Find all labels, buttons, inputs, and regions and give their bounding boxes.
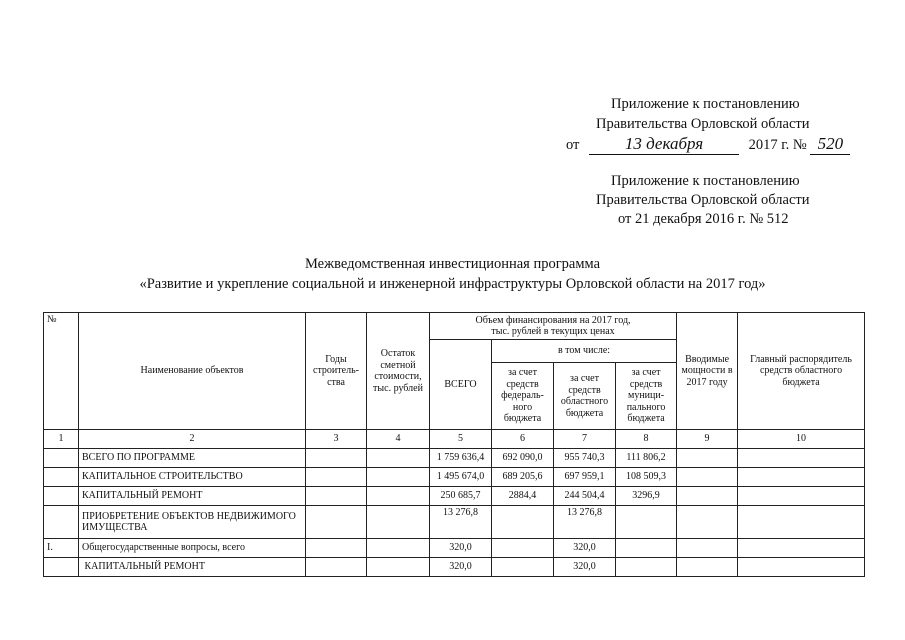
row-num: [44, 468, 79, 487]
row-manager: [738, 468, 865, 487]
col-number-5: 5: [430, 430, 492, 449]
header-funding-line1: Объем финансирования на 2017 год,: [475, 314, 631, 326]
header-years: Годы строитель-ства: [306, 313, 367, 430]
date-prefix: от: [566, 137, 580, 153]
date-year: 2017 г.: [748, 137, 790, 153]
row-name: КАПИТАЛЬНОЕ СТРОИТЕЛЬСТВО: [79, 468, 306, 487]
row-years: [306, 506, 367, 539]
row-manager: [738, 539, 865, 558]
col-number-3: 3: [306, 430, 367, 449]
appendix-new-line1: Приложение к постановлению: [611, 96, 800, 112]
row-years: [306, 449, 367, 468]
col-number-9: 9: [677, 430, 738, 449]
handwritten-number: 520: [810, 134, 850, 155]
row-name: КАПИТАЛЬНЫЙ РЕМОНТ: [79, 558, 306, 577]
row-name: Общегосударственные вопросы, всего: [79, 539, 306, 558]
col-number-1: 1: [44, 430, 79, 449]
appendix-old-line2: Правительства Орловской области: [596, 192, 810, 208]
header-federal: за счет средств федераль-ного бюджета: [492, 363, 554, 430]
row-federal: [492, 506, 554, 539]
table-row: [44, 449, 865, 468]
row-municipal: [616, 558, 677, 577]
row-remaining: [367, 539, 430, 558]
col-number-2: 2: [79, 430, 306, 449]
row-capacity: [677, 449, 738, 468]
investment-program-table: [43, 312, 865, 577]
row-remaining: [367, 487, 430, 506]
row-manager: [738, 506, 865, 539]
row-total: 1 759 636,4: [430, 449, 492, 468]
row-total: 13 276,8: [430, 506, 492, 539]
row-remaining: [367, 468, 430, 487]
header-municipal: за счет средств муници-пального бюджета: [616, 363, 677, 430]
row-manager: [738, 449, 865, 468]
row-num: [44, 506, 79, 539]
row-num: [44, 487, 79, 506]
header-funding: [430, 313, 677, 340]
header-including: в том числе:: [492, 340, 677, 363]
col-number-6: 6: [492, 430, 554, 449]
col-number-7: 7: [554, 430, 616, 449]
header-num: №: [44, 313, 79, 430]
row-num: [44, 558, 79, 577]
row-federal: [492, 539, 554, 558]
row-years: [306, 558, 367, 577]
row-total: 320,0: [430, 539, 492, 558]
header-total: ВСЕГО: [430, 340, 492, 430]
col-number-4: 4: [367, 430, 430, 449]
row-total: 320,0: [430, 558, 492, 577]
row-federal: [492, 558, 554, 577]
table-row: [44, 506, 865, 539]
col-number-10: 10: [738, 430, 865, 449]
row-regional: 244 504,4: [554, 487, 616, 506]
row-capacity: [677, 468, 738, 487]
row-capacity: [677, 539, 738, 558]
row-regional: 320,0: [554, 558, 616, 577]
row-municipal: 3296,9: [616, 487, 677, 506]
row-municipal: 108 509,3: [616, 468, 677, 487]
row-regional: 13 276,8: [554, 506, 616, 539]
table-row: [44, 558, 865, 577]
appendix-old-line1: Приложение к постановлению: [611, 173, 800, 189]
row-num: [44, 449, 79, 468]
number-sign: №: [792, 137, 807, 153]
row-manager: [738, 487, 865, 506]
table-row: [44, 539, 865, 558]
row-years: [306, 539, 367, 558]
table-row: [44, 468, 865, 487]
row-name: ВСЕГО ПО ПРОГРАММЕ: [79, 449, 306, 468]
appendix-new-line2: Правительства Орловской области: [596, 116, 810, 132]
row-years: [306, 487, 367, 506]
row-name: КАПИТАЛЬНЫЙ РЕМОНТ: [79, 487, 306, 506]
header-regional: за счет средств областного бюджета: [554, 363, 616, 430]
appendix-old-line3: от 21 декабря 2016 г. № 512: [618, 211, 789, 227]
header-capacity: Вводимые мощности в 2017 году: [677, 313, 738, 430]
row-total: 250 685,7: [430, 487, 492, 506]
appendix-new-date-line: [566, 134, 850, 155]
row-remaining: [367, 506, 430, 539]
program-title-line1: Межведомственная инвестиционная программа: [304, 256, 601, 272]
col-number-8: 8: [616, 430, 677, 449]
row-capacity: [677, 487, 738, 506]
header-name: Наименование объектов: [79, 313, 306, 430]
header-manager: Главный распорядитель средств областного бюджета: [738, 313, 865, 430]
row-municipal: [616, 539, 677, 558]
row-name: ПРИОБРЕТЕНИЕ ОБЪЕКТОВ НЕДВИЖИМОГО ИМУЩЕСТВА: [79, 506, 306, 539]
row-total: 1 495 674,0: [430, 468, 492, 487]
table-row: [44, 487, 865, 506]
row-regional: 320,0: [554, 539, 616, 558]
row-regional: 955 740,3: [554, 449, 616, 468]
handwritten-date: 13 декабря: [589, 134, 739, 155]
row-federal: 2884,4: [492, 487, 554, 506]
row-municipal: [616, 506, 677, 539]
row-remaining: [367, 449, 430, 468]
row-capacity: [677, 506, 738, 539]
row-regional: 697 959,1: [554, 468, 616, 487]
program-title-line2: «Развитие и укрепление социальной и инженерной инфраструктуры Орловской области на 2017 год»: [139, 276, 766, 292]
row-num: I.: [44, 539, 79, 558]
row-municipal: 111 806,2: [616, 449, 677, 468]
row-federal: 692 090,0: [492, 449, 554, 468]
row-remaining: [367, 558, 430, 577]
header-funding-line2: тыс. рублей в текущих ценах: [491, 326, 615, 337]
row-years: [306, 468, 367, 487]
row-federal: 689 205,6: [492, 468, 554, 487]
row-capacity: [677, 558, 738, 577]
header-remaining: Остаток сметной стоимости, тыс. рублей: [367, 313, 430, 430]
row-manager: [738, 558, 865, 577]
